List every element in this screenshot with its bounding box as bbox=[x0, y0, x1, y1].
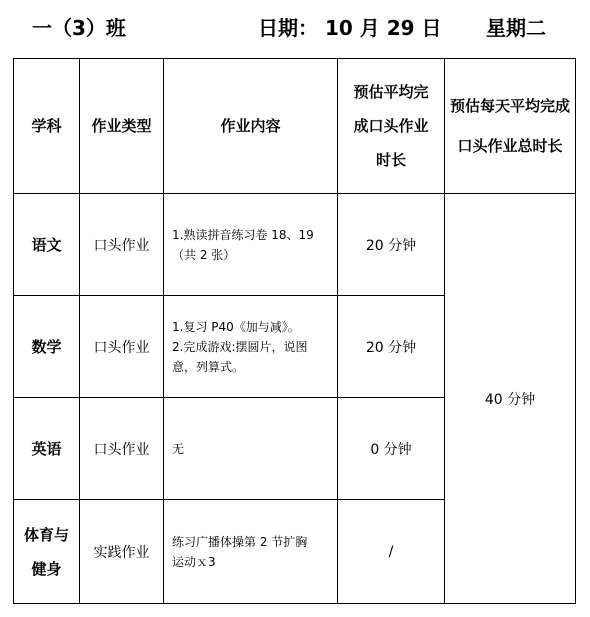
row-subject: 语文 bbox=[14, 194, 80, 296]
row-type: 实践作业 bbox=[80, 500, 164, 604]
date-label: 日期： 10 月 29 日 bbox=[258, 16, 442, 40]
row-subject: 体育与 健身 bbox=[14, 500, 80, 604]
row-subject: 英语 bbox=[14, 398, 80, 500]
weekday-label: 星期二 bbox=[486, 16, 546, 40]
row-subject: 数学 bbox=[14, 296, 80, 398]
row-content: 1.熟读拼音练习卷 18、19 （共 2 张） bbox=[164, 194, 338, 296]
col-header-total: 预估每天平均完成 口头作业总时长 bbox=[445, 59, 576, 194]
row-content: 练习广播体操第 2 节扩胸 运动ｘ3 bbox=[164, 500, 338, 604]
homework-table bbox=[13, 58, 576, 604]
row-content: 无 bbox=[164, 398, 338, 500]
row-content: 1.复习 P40《加与减》。 2.完成游戏:摆圆片，说图 意，列算式。 bbox=[164, 296, 338, 398]
col-header-subject: 学科 bbox=[14, 59, 80, 194]
row-type: 口头作业 bbox=[80, 398, 164, 500]
table-header-row bbox=[14, 59, 576, 194]
table-row bbox=[14, 194, 576, 296]
col-header-type: 作业类型 bbox=[80, 59, 164, 194]
row-duration: / bbox=[338, 500, 445, 604]
row-duration: 20 分钟 bbox=[338, 296, 445, 398]
page-header bbox=[0, 12, 590, 44]
col-header-content: 作业内容 bbox=[164, 59, 338, 194]
row-duration: 0 分钟 bbox=[338, 398, 445, 500]
row-type: 口头作业 bbox=[80, 194, 164, 296]
row-type: 口头作业 bbox=[80, 296, 164, 398]
total-duration: 40 分钟 bbox=[445, 194, 576, 604]
class-name: 一（3）班 bbox=[32, 16, 126, 40]
col-header-duration: 预估平均完 成口头作业 时长 bbox=[338, 59, 445, 194]
row-duration: 20 分钟 bbox=[338, 194, 445, 296]
